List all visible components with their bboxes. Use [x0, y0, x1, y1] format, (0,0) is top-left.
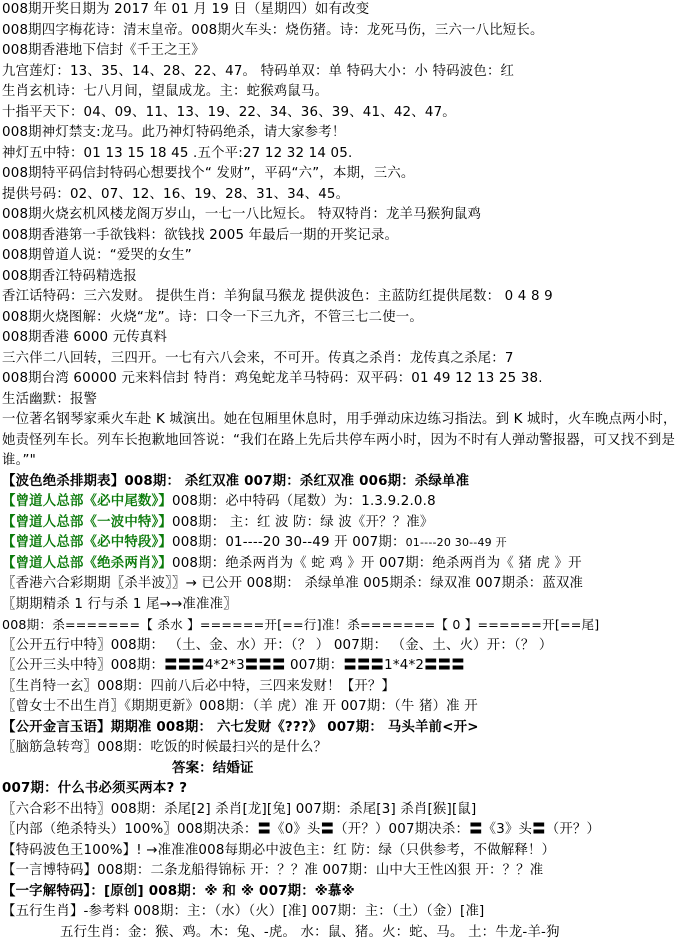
brain-teaser-answer: 答案：结婚证	[2, 759, 686, 780]
kill-head-row: 〖内部（绝杀特头）100%〗008期决杀：〓《0》头〓（开？）007期决杀：〓《3》头〓（开？）	[2, 820, 686, 841]
text-line: 十指平天下：04、09、11、13、19、22、34、36、39、41、42、47。	[2, 103, 686, 124]
special-segment-row	[2, 533, 686, 554]
section-label: 【曾道人总部《必中尾数》】	[2, 494, 172, 509]
no-special-row: 〖六合彩不出特〗008期：杀尾[2] 杀肖[龙][兔] 007期：杀尾[3] 杀肖[猴][鼠]	[2, 800, 686, 821]
row-text: 008期：01----20 30--49 开 007期：	[172, 535, 406, 550]
kill-element-row: 008期：杀=======【 杀水 】======开[==行]准！杀=======【 0 】======开[==尾]	[2, 615, 686, 636]
kill-one-row: 〖期期精杀 1 行与杀 1 尾→→准准准〗	[2, 595, 686, 616]
golden-words-row: 【公开金言玉语】期期准 008期： 六七发财《???》 007期： 马头羊前<开>	[2, 718, 686, 739]
text-line: 008期曾道人说：“爱哭的女生”	[2, 246, 686, 267]
text-line: 神灯五中特：01 13 15 18 45 .五个平:27 12 32 14 05.	[2, 144, 686, 165]
section-label: 【曾道人总部《必中特段》】	[2, 535, 172, 550]
section-label: 【曾道人总部《绝杀两肖》】	[2, 556, 172, 571]
row-text-small: 01----20 30--49 开	[406, 536, 507, 549]
row-text: 008期：绝杀两肖为《 蛇 鸡 》开 007期：绝杀两肖为《 猪 虎 》开	[172, 556, 582, 571]
five-element-row: 〖公开五行中特〗008期： （土、金、水）开：（？ ） 007期： （金、土、火）开：（？ ）	[2, 636, 686, 657]
ms-zeng-row: 〖曾女士不出生肖〗《期期更新》008期：（羊 虎）准 开 007期：（牛 猪）准 开	[2, 697, 686, 718]
one-word-row: 【一言博特码】008期：二条龙船得锦标 开：？？准 007期：山中大王性凶狠 开：？？准	[2, 861, 686, 882]
text-line: 香江话特码：三六发财。 提供生肖：羊狗鼠马猴龙 提供波色：主蓝防红提供尾数： 0 4 8 9	[2, 287, 686, 308]
text-line: 三六伴二八回转，三四开。一七有六八会来，不可开。传真之杀肖：龙传真之杀尾：7	[2, 349, 686, 370]
section-label: 【曾道人总部《一波中特》】	[2, 515, 172, 530]
text-line: 008期台湾 60000 元来料信封 特肖：鸡兔蛇龙羊马特码：双平码：01 49 12 13 25 38.	[2, 369, 686, 390]
five-element-zodiac-row: 【五行生肖】-参考料 008期：主：（水）（火）[准] 007期：主：（土）（金）[准]	[2, 902, 686, 923]
text-line: 008期香港 6000 元传真料	[2, 328, 686, 349]
text-line: 008期特平码信封特码心想要找个“ 发财”，平码“六”，本期，三六。	[2, 164, 686, 185]
text-line: 008期火烧玄机风楼龙阁万岁山，一七一八比短长。 特双特肖：龙羊马猴狗鼠鸡	[2, 205, 686, 226]
text-line: 008期火烧图解：火烧“龙”。诗：口令一下三九齐，不管三七二使一。	[2, 308, 686, 329]
color-kill-schedule: 【波色绝杀排期表】008期： 杀红双准 007期：杀红双准 006期：杀绿单准	[2, 472, 686, 493]
text-line: 008期开奖日期为 2017 年 01 月 19 日（星期四）如有改变	[2, 0, 686, 21]
text-line: 008期神灯禁支:龙马。此乃神灯特码绝杀，请大家参考！	[2, 123, 686, 144]
text-line: 008期香江特码精选报	[2, 267, 686, 288]
joke-story: 一位著名钢琴家乘火车赴 K 城演出。她在包厢里休息时，用手弹动床边练习指法。到 K 城时，火车晚点两小时，她责怪列车长。列车长抱歉地回答说：“我们在路上先后共停车两小时，因为不时有人弹动警报器，可又找不到是谁。”"	[2, 410, 686, 472]
five-element-zodiac-list: 五行生肖：金：猴、鸡。木：兔、-虎。 水：鼠、猪。火：蛇、马。 土：牛龙-羊-狗	[2, 923, 686, 943]
brain-teaser-007: 007期：什么书必须买两本? ?	[2, 779, 686, 800]
wave-king-row: 【特码波色王100%】! →准准准008每期必中波色主：红 防：绿（只供参考，不做解释！）	[2, 841, 686, 862]
row-text: 008期： 主：红 波 防：绿 波《开？？准》	[172, 515, 433, 530]
zodiac-mystery-row: 〖生肖特一玄〗008期：四前八后必中特，三四来发财！【开？】	[2, 677, 686, 698]
text-line: 生肖玄机诗：七八月间，望鼠成龙。主：蛇猴鸡鼠马。	[2, 82, 686, 103]
text-line: 生活幽默：报警	[2, 390, 686, 411]
text-line: 九宫莲灯：13、35、14、28、22、47。 特码单双：单 特码大小：小 特码波色：红	[2, 62, 686, 83]
row-text: 008期：必中特码（尾数）为：1.3.9.2.0.8	[172, 494, 436, 509]
one-char-row: 【一字解特码】：[原创] 008期：※ 和 ※ 007期：※慕※	[2, 882, 686, 903]
text-line: 008期香港地下信封《千王之王》	[2, 41, 686, 62]
kill-two-zodiac-row	[2, 554, 686, 575]
brain-teaser-row: 〖脑筋急转弯〗008期：吃饭的时候最扫兴的是什么？	[2, 738, 686, 759]
text-line: 008期香港第一手欲钱料：欲钱找 2005 年最后一期的开奖记录。	[2, 226, 686, 247]
tail-number-row	[2, 492, 686, 513]
one-wave-row	[2, 513, 686, 534]
text-line: 提供号码：02、07、12、16、19、28、31、34、45。	[2, 185, 686, 206]
three-head-row: 〖公开三头中特〗008期：〓〓〓4*2*3〓〓〓 007期：〓〓〓1*4*2〓〓〓	[2, 656, 686, 677]
text-line: 008期四字梅花诗：清末皇帝。008期火车头：烧伤猪。诗：龙死马伤，三六一八比短长。	[2, 21, 686, 42]
document-body	[2, 0, 686, 943]
kill-half-wave-row: 〖香港六合彩期期〖杀半波〗〗→ 已公开 008期： 杀绿单准 005期杀：绿双准 007期杀：蓝双准	[2, 574, 686, 595]
